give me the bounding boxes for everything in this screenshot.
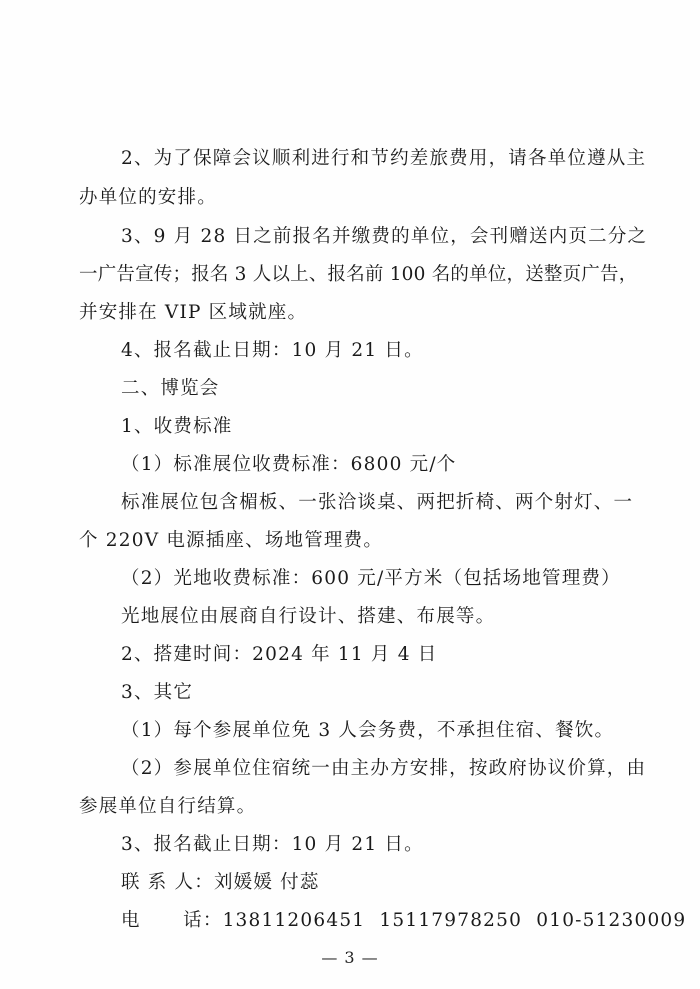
other-item-2-line-1: （2）参展单位住宿统一由主办方安排，按政府协议价算，由 [121, 758, 647, 779]
standard-booth-desc-line-2: 个 220V 电源插座、场地管理费。 [79, 530, 384, 551]
paragraph-3-line-1: 3、9 月 28 日之前报名并缴费的单位，会刊赠送内页二分之 [121, 226, 648, 247]
fee-standard-heading: 1、收费标准 [121, 416, 233, 437]
deadline-line: 4、报名截止日期：10 月 21 日。 [121, 340, 424, 361]
section-expo-heading: 二、博览会 [121, 378, 220, 399]
other-heading: 3、其它 [121, 682, 194, 703]
paragraph-2-line-2: 办单位的安排。 [79, 187, 217, 208]
other-item-1: （1）每个参展单位免 3 人会务费，不承担住宿、餐饮。 [121, 720, 615, 741]
paragraph-3-line-2: 一广告宣传；报名 3 人以上、报名前 100 名的单位，送整页广告， [79, 264, 638, 285]
page-number: — 3 — [321, 948, 379, 967]
setup-time: 2、搭建时间：2024 年 11 月 4 日 [121, 644, 438, 665]
expo-deadline-line: 3、报名截止日期：10 月 21 日。 [121, 834, 424, 855]
paragraph-3-line-3: 并安排在 VIP 区域就座。 [79, 302, 308, 323]
raw-space-desc: 光地展位由展商自行设计、搭建、布展等。 [121, 606, 496, 627]
standard-booth-fee: （1）标准展位收费标准：6800 元/个 [121, 454, 457, 475]
paragraph-2-line-1: 2、为了保障会议顺利进行和节约差旅费用，请各单位遵从主 [121, 148, 647, 169]
raw-space-fee: （2）光地收费标准：600 元/平方米（包括场地管理费） [121, 568, 621, 589]
contact-phone: 电 话：13811206451 15117978250 010-51230009 [121, 910, 687, 931]
contact-person: 联 系 人：刘媛媛 付蕊 [121, 872, 320, 893]
standard-booth-desc-line-1: 标准展位包含楣板、一张洽谈桌、两把折椅、两个射灯、一 [121, 492, 634, 513]
other-item-2-line-2: 参展单位自行结算。 [79, 796, 257, 817]
